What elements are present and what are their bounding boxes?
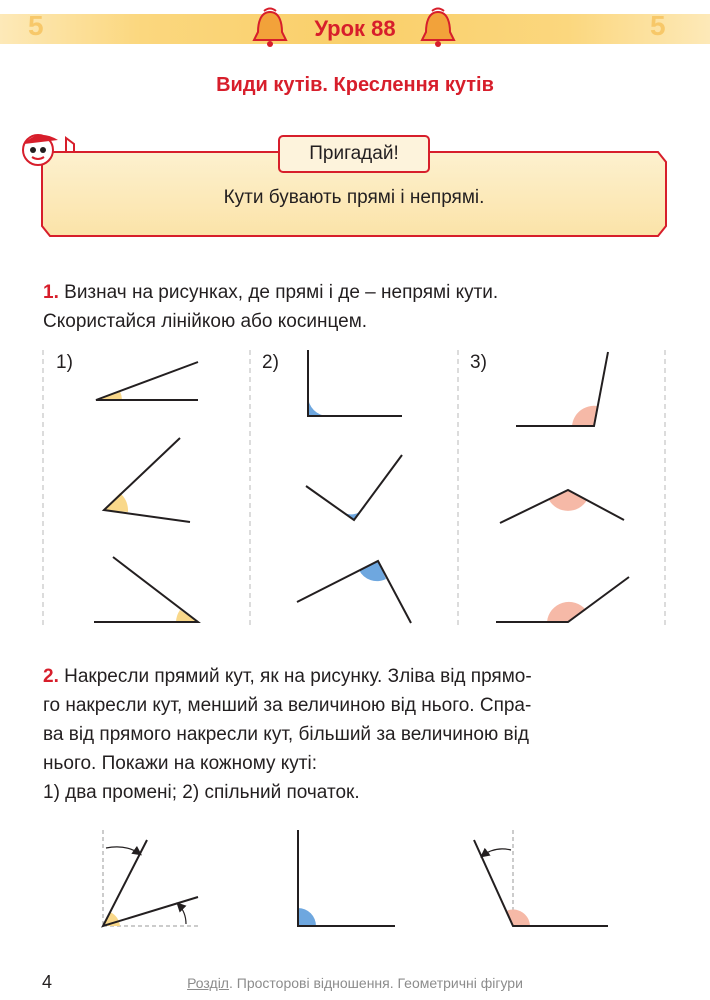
remember-label: Пригадай! xyxy=(278,135,430,173)
footer xyxy=(0,975,710,991)
task2-number: 2. xyxy=(43,666,59,687)
task2-line5: 1) два промені; 2) спільний початок. xyxy=(43,782,360,803)
task1-line1: 1. Визнач на рисунках, де прямі і де – непрямі кути. xyxy=(43,282,499,303)
task2-line4: нього. Покажи на кожному куті: xyxy=(43,753,317,774)
task1-angles-figure xyxy=(0,340,710,640)
task2-line1: 2. Накресли прямий кут, як на рисунку. Зліва від прямо- xyxy=(43,666,532,687)
figure-label-2: 2) xyxy=(262,352,279,373)
task2-line3: ва від прямого накресли кут, більший за величиною від xyxy=(43,724,529,745)
section-text: . Просторові відношення. Геометричні фігури xyxy=(228,975,523,991)
figure-label-1: 1) xyxy=(56,352,73,373)
boy-mascot-icon xyxy=(16,126,80,170)
task1-number: 1. xyxy=(43,282,59,303)
page-number: 4 xyxy=(42,972,53,992)
task2-line2: го накресли кут, менший за величиною від нього. Спра- xyxy=(43,695,532,716)
section-label: Розділ xyxy=(187,975,229,991)
task2-angles-figure xyxy=(0,820,710,940)
header-deco-left: 5 xyxy=(28,10,44,41)
remember-text: Кути бувають прямі і непрямі. xyxy=(223,187,485,208)
task1-line2: Скористайся лінійкою або косинцем. xyxy=(43,311,368,332)
figure-label-3: 3) xyxy=(470,352,487,373)
header-deco-right: 5 xyxy=(650,10,666,41)
lesson-title: Урок 88 xyxy=(314,16,396,41)
topic-title: Види кутів. Креслення кутів xyxy=(216,74,494,96)
